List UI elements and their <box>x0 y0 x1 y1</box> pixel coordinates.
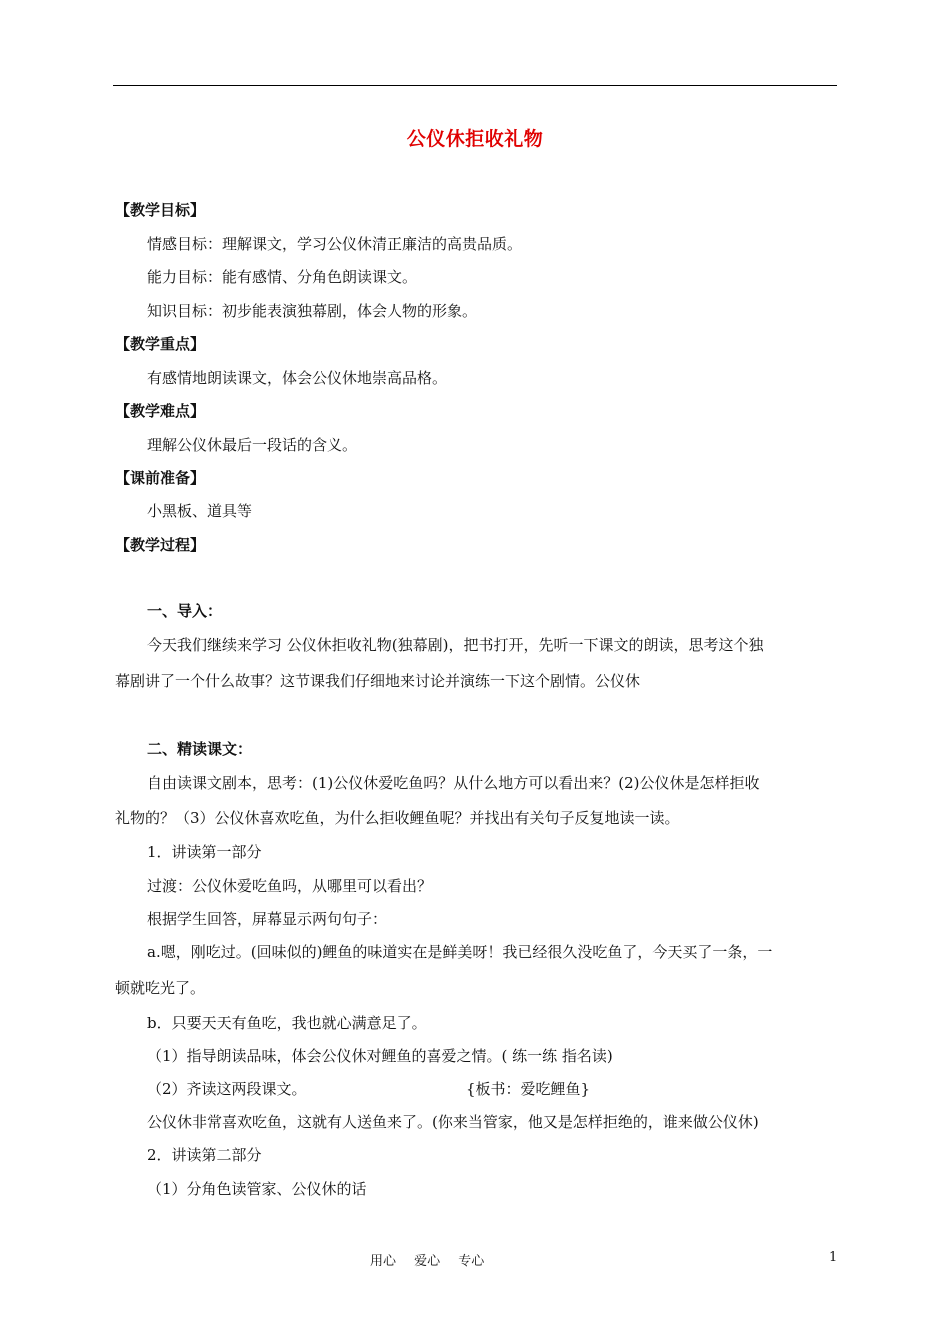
quote-line: 顿就吃光了。 <box>115 979 206 997</box>
preparation-text: 小黑板、道具等 <box>147 502 253 520</box>
section-heading-difficulties: 【教学难点】 <box>115 402 206 420</box>
keypoints-text: 有感情地朗读课文，体会公仪休地崇高品格。 <box>147 369 448 387</box>
document-title: 公仪休拒收礼物 <box>406 128 544 150</box>
paragraph-line: （2）齐读这两段课文。 <box>147 1080 307 1098</box>
footer-motto: 用心 爱心 专心 <box>370 1254 485 1269</box>
quote-line: b．只要天天有鱼吃，我也就心满意足了。 <box>147 1014 427 1032</box>
objective-ability: 能力目标：能有感情、分角色朗读课文。 <box>147 268 418 286</box>
blackboard-note: {板书：爱吃鲤鱼} <box>466 1080 591 1098</box>
subsection-heading: 1．讲读第一部分 <box>147 843 262 861</box>
page-number: 1 <box>829 1250 838 1265</box>
objective-knowledge: 知识目标：初步能表演独幕剧，体会人物的形象。 <box>147 302 478 320</box>
paragraph-line: 今天我们继续来学习 公仪休拒收礼物(独幕剧)，把书打开，先听一下课文的朗读，思考这个独 <box>147 636 764 654</box>
header-rule <box>113 85 837 86</box>
step-heading-reading: 二、精读课文： <box>147 740 253 758</box>
paragraph-line: 自由读课文剧本，思考：(1)公仪休爱吃鱼吗？从什么地方可以看出来？(2)公仪休是怎样拒收 <box>147 774 760 792</box>
section-heading-preparation: 【课前准备】 <box>115 469 206 487</box>
paragraph-line: （1）分角色读管家、公仪休的话 <box>147 1180 367 1198</box>
paragraph-line: 过渡：公仪休爱吃鱼吗，从哪里可以看出？ <box>147 877 433 895</box>
paragraph-line: （1）指导朗读品味，体会公仪休对鲤鱼的喜爱之情。( 练一练 指名读) <box>147 1047 613 1065</box>
section-heading-process: 【教学过程】 <box>115 536 206 554</box>
paragraph-line: 根据学生回答，屏幕显示两句句子： <box>147 910 388 928</box>
quote-line: a.嗯，刚吃过。(回味似的)鲤鱼的味道实在是鲜美呀！我已经很久没吃鱼了，今天买了一条，一 <box>147 943 773 961</box>
subsection-heading: 2．讲读第二部分 <box>147 1146 262 1164</box>
paragraph-line: 公仪休非常喜欢吃鱼，这就有人送鱼来了。(你来当管家，他又是怎样拒绝的，谁来做公仪休) <box>147 1113 759 1131</box>
difficulties-text: 理解公仪休最后一段话的含义。 <box>147 436 358 454</box>
section-heading-keypoints: 【教学重点】 <box>115 335 206 353</box>
step-heading-intro: 一、导入： <box>147 602 223 620</box>
paragraph-line: 礼物的？（3）公仪休喜欢吃鱼，为什么拒收鲤鱼呢？并找出有关句子反复地读一读。 <box>115 809 680 827</box>
section-heading-objectives: 【教学目标】 <box>115 201 206 219</box>
objective-emotion: 情感目标：理解课文，学习公仪休清正廉洁的高贵品质。 <box>147 235 523 253</box>
paragraph-line: 幕剧讲了一个什么故事？这节课我们仔细地来讨论并演练一下这个剧情。公仪休 <box>115 672 641 690</box>
